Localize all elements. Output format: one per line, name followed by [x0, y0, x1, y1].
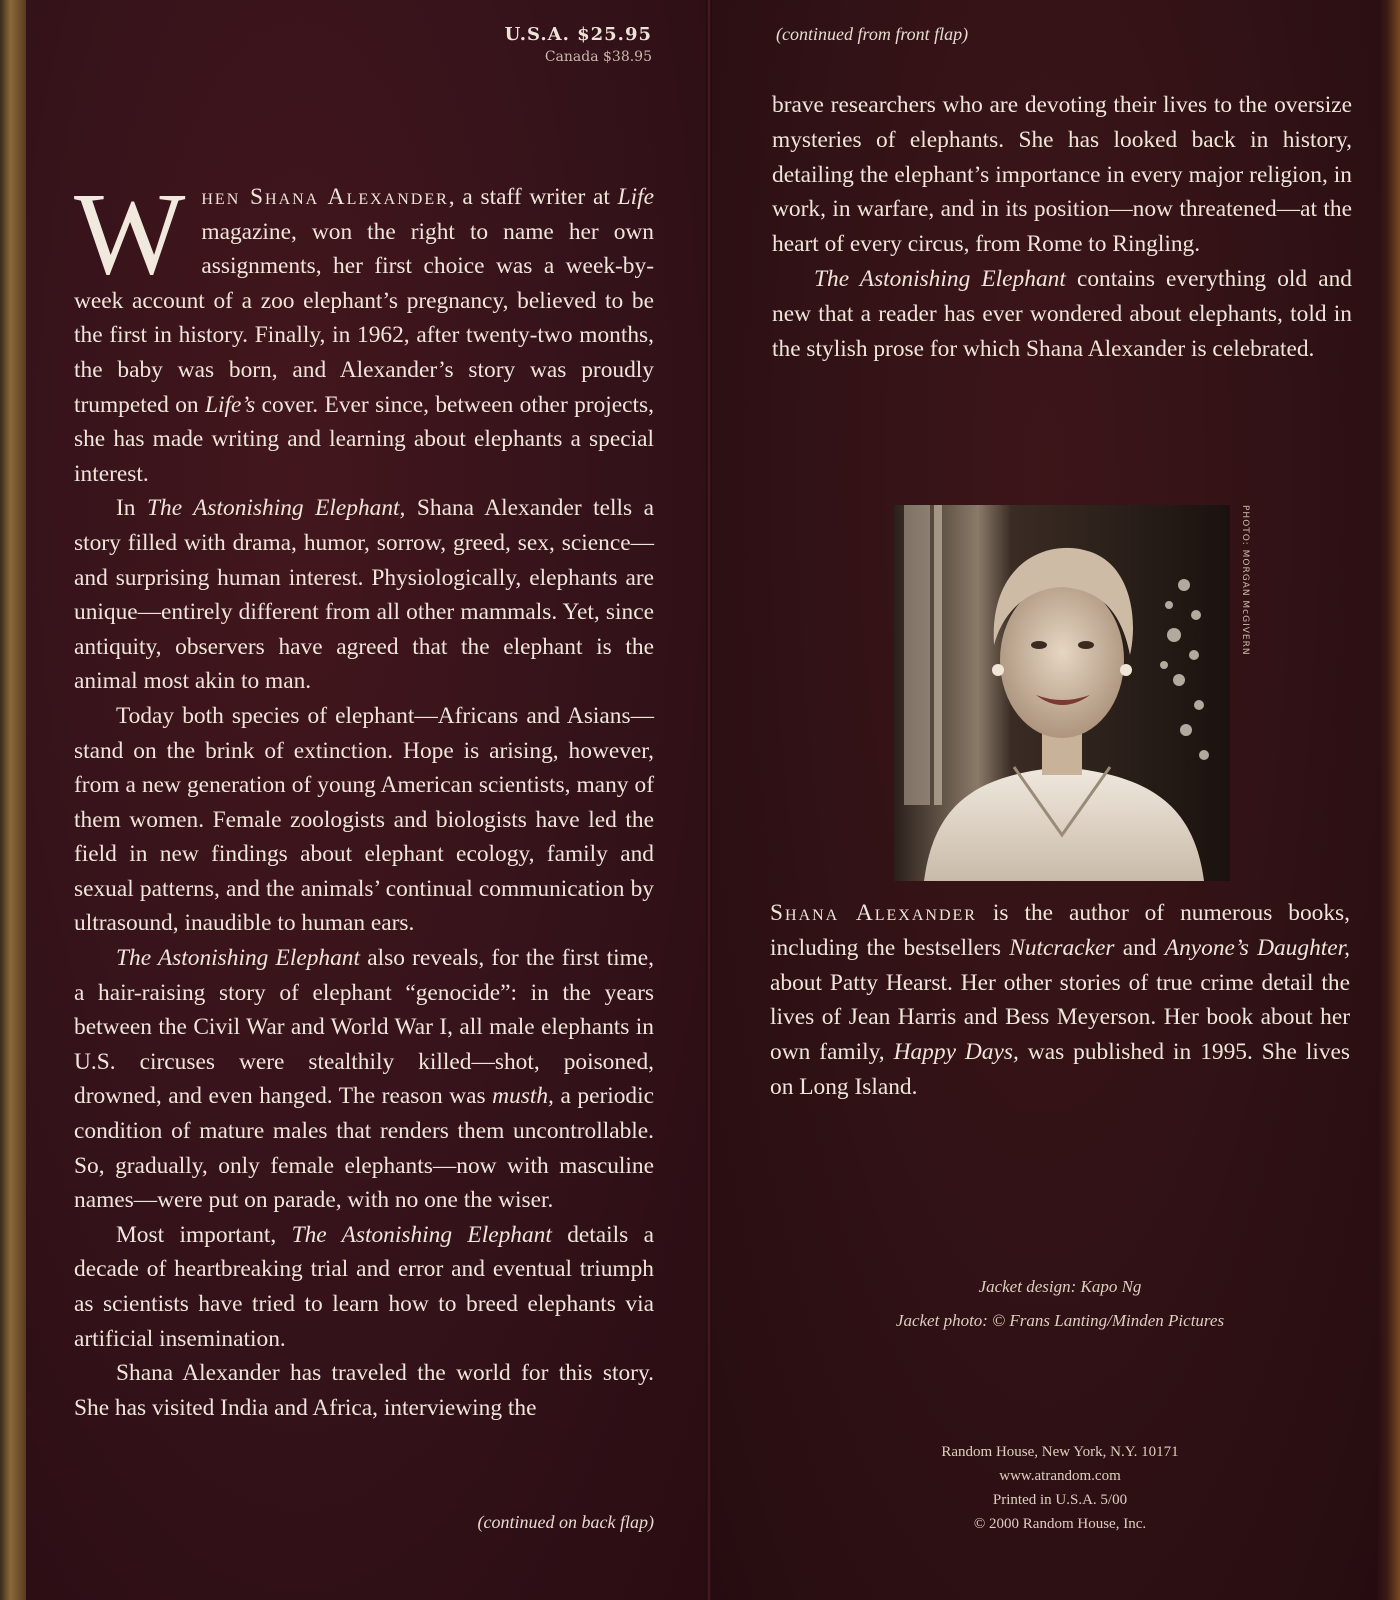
author-bio: [770, 896, 1350, 1105]
italic-run: Nutcracker: [1009, 934, 1115, 961]
lead-smallcaps: hen Shana Alexander: [201, 184, 449, 210]
text-run: is the author of numerous books, including the bestsellers: [770, 900, 1351, 961]
price-block: [505, 24, 652, 65]
paragraph: [770, 896, 1350, 1105]
author-portrait-image: [894, 505, 1230, 881]
paragraph: [74, 168, 655, 491]
bio-author-name: Shana Alexander: [770, 900, 977, 926]
text-run: Shana Alexander tells a story filled with drama, humor, sorrow, greed, sex, science—and surprising human interest. Physiologically, elephants are unique—entirely different from all other mammals. Yet, since antiquity, observers have agreed that the elephant is the animal most akin to man.: [74, 495, 654, 695]
text-run: also reveals, for the first time, a hair-raising story of elephant “genocide”: in the years between the Civil War and World War I, all male elephants in U.S. circuses were stealthily killed—shot, poisoned, drowned, and even hanged. The reason was: [74, 945, 654, 1110]
text-run: a periodic condition of mature males that renders them uncontrollable. So, gradually, only female elephants—now with masculine names—were put on parade, with no one the wiser.: [74, 1083, 655, 1214]
text-run: In: [116, 495, 147, 522]
jacket-photo-credit: Jacket photo: © Frans Lanting/Minden Pictures: [895, 1311, 1225, 1330]
text-run: magazine, won the right to name her own assignments, her first choice was a week-by-week account of a zoo elephant’s pregnancy, believed to be the first in history. Finally, in 1962, after twenty-two months, the baby was born, and Alexander’s story was proudly trumpeted on: [74, 218, 654, 418]
italic-run: The Astonishing Elephant: [116, 945, 361, 972]
text-run: cover. Ever since, between other projects, she has made writing and learning about elephants a special interest.: [74, 391, 655, 487]
italic-run: The Astonishing Elephant: [814, 265, 1066, 292]
paragraph: Today both species of elephant—Africans and Asians—stand on the brink of extinction. Hope is arising, however, from a new generation of young American scientists, many of them women. Female zoologists and biologists have led the field in new findings about elephant ecology, family and sexual patterns, and the animals’ continual communication by ultrasound, inaudible to human ears.: [74, 702, 654, 937]
publisher-line: www.atrandom.com: [999, 1468, 1121, 1484]
text-run: Most important,: [116, 1221, 292, 1248]
paragraph: [74, 491, 654, 699]
italic-run: Anyone’s Daughter,: [1164, 934, 1351, 961]
publisher-info: [770, 1440, 1350, 1536]
paragraph: [74, 1218, 654, 1356]
text-run: , a staff writer at: [448, 184, 618, 210]
front-flap-text: [74, 168, 655, 1425]
left-edge: [0, 0, 26, 1600]
jacket-credits: [770, 1270, 1350, 1338]
italic-run: Happy Days,: [893, 1039, 1019, 1066]
paragraph: [772, 262, 1352, 366]
italic-run: The Astonishing Elephant,: [146, 495, 406, 522]
publisher-line: Printed in U.S.A. 5/00: [992, 1492, 1128, 1508]
back-flap-text: [772, 88, 1352, 366]
price-usa: U.S.A. $25.95: [504, 24, 652, 45]
price-canada: Canada $38.95: [544, 49, 652, 65]
publisher-line: © 2000 Random House, Inc.: [973, 1516, 1147, 1532]
paragraph: Shana Alexander has traveled the world for this story. She has visited India and Africa, interviewing the: [74, 1360, 654, 1421]
paragraph: [74, 941, 654, 1218]
drop-cap: W: [74, 168, 186, 299]
text-run: contains everything old and new that a reader has ever wondered about elephants, told in the stylish prose for which Shana Alexander is celebrated.: [772, 265, 1352, 362]
right-edge: [1378, 0, 1400, 1600]
text-run: about Patty Hearst. Her other stories of true crime detail the lives of Jean Harris and Bess Meyerson. Her book about her own family,: [770, 969, 1350, 1066]
jacket-design-credit: Jacket design: Kapo Ng: [978, 1277, 1142, 1296]
text-run: was published in 1995. She lives on Long Island.: [770, 1039, 1350, 1100]
author-photo: [894, 505, 1230, 881]
italic-run: Life: [617, 184, 655, 210]
text-run: details a decade of heartbreaking trial and error and eventual triumph as scientists have tried to learn how to breed elephants via artificial insemination.: [74, 1221, 655, 1352]
paragraph: brave researchers who are devoting their lives to the oversize mysteries of elephants. She has looked back in history, detailing the elephant’s importance in every major religion, in work, in warfare, and in its position—now threatened—at the heart of every circus, from Rome to Ringling.: [772, 92, 1352, 258]
photo-credit: PHOTO: MORGAN McGIVERN: [1240, 505, 1250, 656]
italic-run: musth,: [492, 1083, 554, 1110]
continued-from-front-flap: (continued from front flap): [776, 24, 969, 44]
publisher-line: Random House, New York, N.Y. 10171: [941, 1444, 1179, 1460]
continued-on-back-flap: (continued on back flap): [477, 1512, 654, 1532]
italic-run: Life’s: [205, 391, 256, 418]
text-run: and: [1114, 934, 1165, 961]
italic-run: The Astonishing Elephant: [291, 1221, 552, 1248]
